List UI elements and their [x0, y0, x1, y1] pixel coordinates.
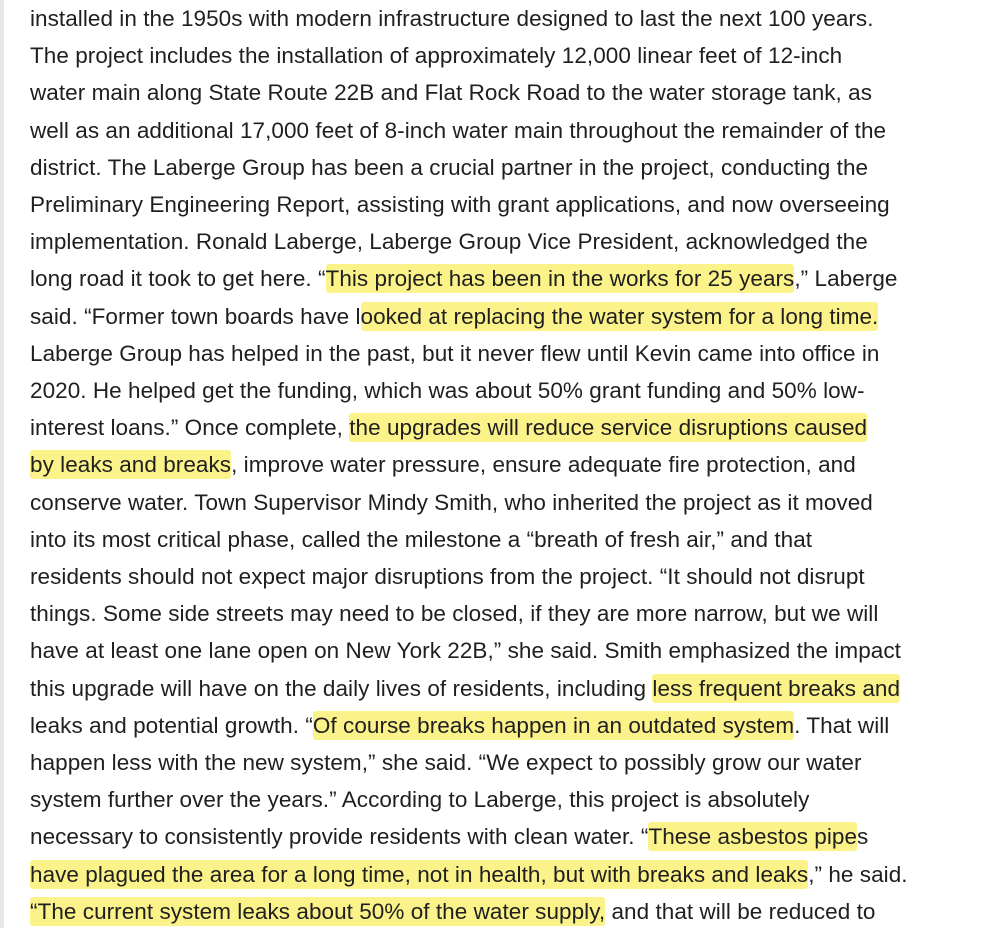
text-segment: system further over the years.” According to Laberge, this project is absolutely: [30, 787, 810, 813]
text-line: [30, 595, 878, 632]
highlighted-text: “The current system leaks about 50% of the water supply,: [30, 898, 606, 924]
text-segment: well as an additional 17,000 feet of 8-inch water main throughout the remainder of the: [30, 117, 887, 143]
text-segment: The project includes the installation of approximately 12,000 linear feet of 12-inch: [30, 43, 843, 69]
text-segment: district. The Laberge Group has been a crucial partner in the project, conducting the: [30, 154, 869, 180]
text-segment: leaks and potential growth. “: [30, 712, 313, 738]
text-segment: conserve water. Town Supervisor Mindy Smith, who inherited the project as it moved: [30, 489, 873, 515]
text-line: [30, 372, 865, 409]
highlighted-text: the upgrades will reduce service disruptions caused: [349, 415, 868, 441]
text-line: [30, 149, 868, 186]
text-line: [30, 37, 842, 74]
text-segment: installed in the 1950s with modern infrastructure designed to last the next 100 years.: [30, 6, 874, 31]
text-line: [30, 781, 809, 818]
text-line: [30, 112, 886, 149]
text-segment: ,” he said.: [808, 861, 908, 887]
left-border: [0, 0, 4, 928]
text-segment: things. Some side streets may need to be closed, if they are more narrow, but we will: [30, 601, 879, 627]
text-segment: Laberge Group has helped in the past, but it never flew until Kevin came into office in: [30, 340, 880, 366]
text-line: [30, 670, 900, 707]
text-segment: water main along State Route 22B and Flat Rock Road to the water storage tank, as: [30, 80, 873, 106]
text-segment: happen less with the new system,” she said. “We expect to possibly grow our water: [30, 750, 862, 775]
text-segment: said. “Former town boards have l: [30, 303, 361, 329]
text-line: [30, 260, 897, 297]
text-line: [30, 335, 879, 372]
text-segment: ,” Laberge: [794, 266, 898, 292]
highlighted-text: by leaks and breaks: [30, 452, 232, 478]
text-line: [30, 223, 868, 260]
text-segment: necessary to consistently provide residents with clean water. “: [30, 824, 649, 850]
text-segment: residents should not expect major disruptions from the project. “It should not disrupt: [30, 564, 865, 589]
text-line: [30, 484, 873, 521]
text-line: [30, 409, 867, 446]
text-line: [30, 186, 890, 223]
text-line: [30, 298, 878, 335]
highlighted-text: Of course breaks happen in an outdated system: [312, 712, 795, 738]
text-line: [30, 893, 875, 928]
text-line: [30, 707, 889, 744]
text-segment: s: [857, 824, 869, 850]
text-line: [30, 856, 908, 893]
text-line: [30, 521, 812, 558]
highlighted-text: This project has been in the works for 25 years: [325, 266, 795, 292]
text-segment: have at least one lane open on New York 22B,” she said. Smith emphasized the impact: [30, 638, 901, 664]
text-line: [30, 744, 862, 781]
article-text: [30, 0, 985, 928]
text-line: [30, 446, 856, 483]
text-line: [30, 632, 901, 669]
text-line: [30, 558, 865, 595]
highlighted-text: ooked at replacing the water system for a long time.: [360, 303, 879, 329]
text-segment: 2020. He helped get the funding, which was about 50% grant funding and 50% low-: [30, 378, 865, 403]
text-line: [30, 74, 872, 111]
text-line: [30, 0, 874, 37]
text-segment: implementation. Ronald Laberge, Laberge Group Vice President, acknowledged the: [30, 229, 868, 255]
text-segment: and that will be reduced to: [605, 898, 876, 924]
highlighted-text: These asbestos pipe: [648, 824, 858, 850]
text-segment: interest loans.” Once complete,: [30, 415, 350, 441]
text-line: [30, 818, 868, 855]
text-segment: into its most critical phase, called the milestone a “breath of fresh air,” and that: [30, 526, 813, 552]
text-segment: this upgrade will have on the daily lives of residents, including: [30, 675, 653, 701]
text-segment: . That will: [794, 712, 890, 738]
text-segment: , improve water pressure, ensure adequate fire protection, and: [231, 452, 856, 478]
text-segment: long road it took to get here. “: [30, 266, 326, 292]
text-segment: Preliminary Engineering Report, assisting with grant applications, and now overseeing: [30, 192, 890, 217]
highlighted-text: have plagued the area for a long time, not in health, but with breaks and leaks: [30, 861, 809, 887]
highlighted-text: less frequent breaks and: [652, 675, 901, 701]
